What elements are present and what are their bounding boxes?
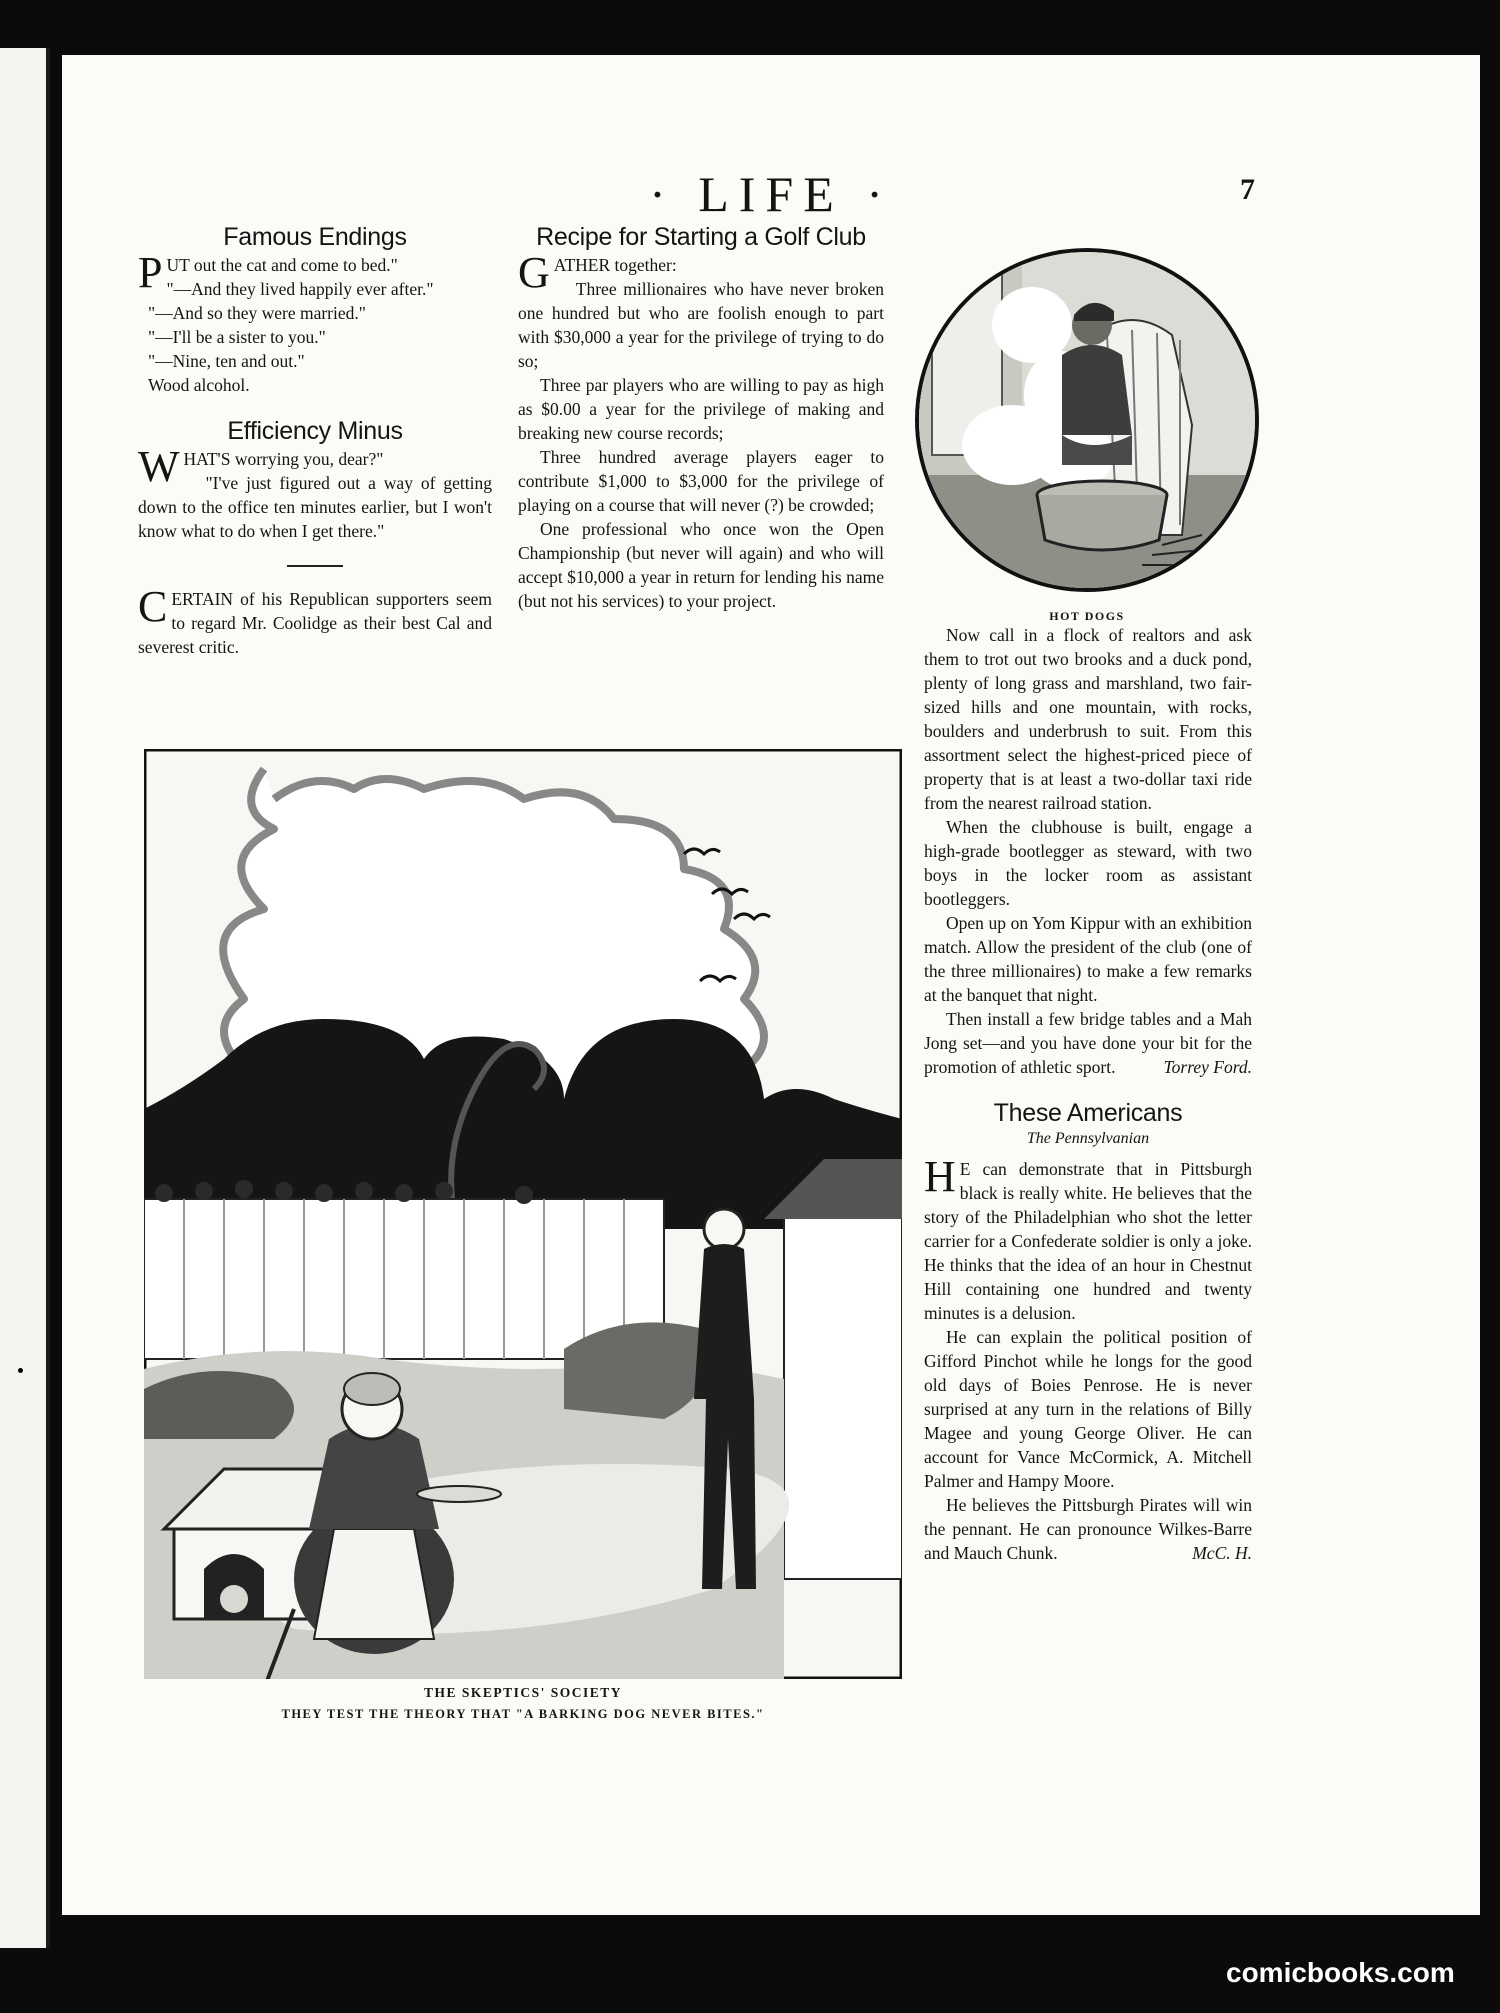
page-number: 7 [1240,173,1255,206]
left-page-edge [0,48,50,1948]
golf-club-title: Recipe for Starting a Golf Club [536,223,866,251]
hot-dogs-caption: HOT DOGS [1049,609,1125,623]
column-1 [138,225,492,659]
efficiency-minus-title: Efficiency Minus [227,417,403,445]
dropcap-c: C [138,582,168,631]
scan-speck [18,1368,23,1373]
golf-paragraph: One professional who once won the Open Championship (but never will again) and who will accept $10,000 a year in return for lending his name (but not his services) to your project. [518,519,884,611]
dropcap-p: P [138,248,163,297]
certain-paragraph: CERTAIN of his Republican supporters seem to regard Mr. Coolidge as their best Cal and severest critic. [138,582,492,657]
famous-ending-line: "—And they lived happily ever after." [166,279,434,299]
dropcap-h: H [924,1152,956,1201]
watermark: comicbooks.com [1226,1957,1455,1988]
skeptics-society-cartoon [144,749,902,1679]
golf-first-line: GATHER together: [518,248,677,297]
golf-paragraph: Three hundred average players eager to contribute $1,000 to $3,000 for the privilege of playing on a course that will never (?) be crowded; [518,447,884,515]
famous-ending-line: "—I'll be a sister to you." [148,327,326,347]
column-3 [924,623,1252,1565]
these-americans-last-paragraph: He believes the Pittsburgh Pirates will win the pennant. He can pronounce Wilkes-Barre and Mauch Chunk. McC. H. [924,1495,1252,1563]
golf-continued-paragraph: Open up on Yom Kippur with an exhibition match. Allow the president of the club (one of the three millionaires) to make a few remarks at the banquet that night. [924,913,1252,1005]
golf-continued-paragraph: When the clubhouse is built, engage a high-grade bootlegger as steward, with two boys in the locker room as assistant bootleggers. [924,817,1252,909]
hot-dogs-illustration [912,245,1262,595]
section-divider [287,565,343,567]
famous-ending-line: "—Nine, ten and out." [148,351,305,371]
these-americans-paragraph: He can explain the political position of Gifford Pinchot while he longs for the good old days of Boies Penrose. He is never surprised at any turn in the relations of Billy Magee and young George Oliver. He can account for Vance McCormick, A. Mitchell Palmer and Hampy Moore. [924,1327,1252,1491]
cartoon-caption-title: THE SKEPTICS' SOCIETY [423,1685,623,1700]
these-americans-title: These Americans [993,1099,1183,1127]
famous-endings-title: Famous Endings [223,223,407,251]
famous-ending-line: "—And so they were married." [148,303,366,323]
efficiency-first-line: WHAT'S worrying you, dear?" [138,442,384,491]
efficiency-body: "I've just figured out a way of getting down to the office ten minutes earlier, but I won't know what to do when I get there." [138,473,492,541]
these-americans-first-paragraph: H E can demonstrate that in Pittsburgh black is really white. He believes that the story of the Philadelphian who shot the letter carrier for a Confederate soldier is only a joke. He thinks that the idea of an hour in Chestnut Hill containing one hundred and twenty minutes is a delusion. [924,1152,1252,1323]
these-americans-author: McC. H. [1192,1543,1252,1563]
famous-endings-first-line: PUT out the cat and come to bed." [138,248,398,297]
golf-continued-paragraph: Now call in a flock of realtors and ask them to trot out two brooks and a duck pond, plenty of long grass and marshland, two fair-sized hills and one mountain, with rocks, boulders and underbrush to suit. From this assortment select the highest-priced piece of property that is at least a two-dollar taxi ride from the nearest railroad station. [924,625,1252,813]
golf-paragraph: Three millionaires who have never broken one hundred but who are foolish enough to part with $30,000 a year for the privilege of trying to do so; [518,279,884,371]
golf-last-paragraph: Then install a few bridge tables and a Mah Jong set—and you have done your bit for the promotion of athletic sport. Torrey Ford. [924,1009,1252,1077]
magazine-header: · LIFE · [649,166,893,222]
cartoon-caption-subtitle: THEY TEST THE THEORY THAT "A BARKING DOG NEVER BITES." [281,1707,765,1721]
these-americans-source: The Pennsylvanian [1026,1130,1150,1147]
famous-ending-line: Wood alcohol. [148,375,250,395]
dropcap-g: G [518,248,550,297]
golf-paragraph: Three par players who are willing to pay as high as $0.00 a year for the privilege of making and breaking new course records; [518,375,884,443]
magazine-page [62,55,1480,1915]
dropcap-w: W [138,442,180,491]
column-2 [518,225,884,613]
golf-author: Torrey Ford. [1163,1057,1252,1077]
